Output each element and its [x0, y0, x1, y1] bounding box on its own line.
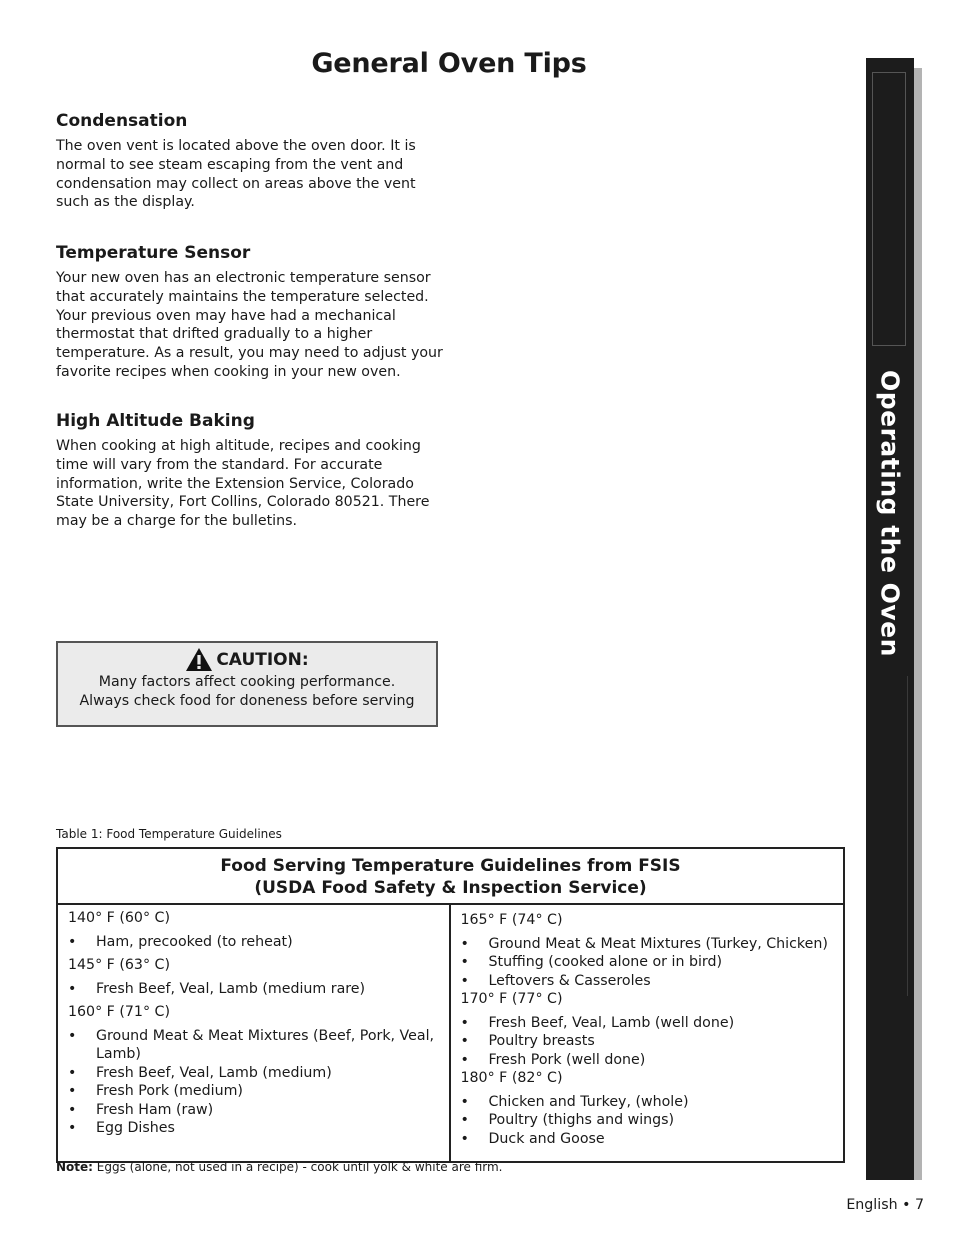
section-heading: Temperature Sensor: [56, 243, 251, 263]
list-item: • Ground Meat & Meat Mixtures (Turkey, Chicken): [461, 935, 834, 954]
list-item: • Fresh Pork (well done): [461, 1051, 834, 1070]
section-temperature-sensor: [56, 243, 446, 382]
section-heading: High Altitude Baking: [56, 411, 255, 431]
table-column-right: [451, 905, 844, 1161]
list-item: • Fresh Ham (raw): [68, 1101, 439, 1120]
list-item: • Fresh Beef, Veal, Lamb (medium rare): [68, 980, 439, 999]
table-header-line-2: (USDA Food Safety & Inspection Service): [254, 878, 647, 898]
list-item: • Fresh Beef, Veal, Lamb (well done): [461, 1014, 834, 1033]
caution-line-2: Always check food for doneness before serving: [79, 693, 415, 709]
food-list: [461, 1093, 834, 1149]
food-list: [461, 935, 834, 991]
page-title: General Oven Tips: [311, 48, 587, 79]
temperature-label: 140° F (60° C): [68, 910, 170, 926]
list-item: • Duck and Goose: [461, 1130, 834, 1149]
list-item: • Stuffing (cooked alone or in bird): [461, 953, 834, 972]
section-body: The oven vent is located above the oven door. It is normal to see steam escaping from the vent and condensation may collect on areas above the vent such as the display.: [56, 138, 416, 211]
section-heading: Condensation: [56, 111, 188, 131]
temperature-label: 160° F (71° C): [68, 1004, 170, 1020]
table-header-line-1: Food Serving Temperature Guidelines from FSIS: [220, 856, 681, 876]
section-condensation: [56, 111, 446, 212]
table-column-left: [58, 905, 451, 1161]
food-list: [461, 1014, 834, 1070]
temperature-label: 180° F (82° C): [460, 1070, 563, 1086]
food-temperature-table: [56, 847, 845, 1163]
food-list: [68, 1027, 439, 1138]
list-item: • Poultry (thighs and wings): [461, 1111, 834, 1130]
caution-box: [56, 641, 438, 727]
side-tab-divider: [907, 676, 908, 996]
note-label: Note:: [56, 1160, 93, 1174]
caution-heading: [58, 647, 436, 672]
note-text: Eggs (alone, not used in a recipe) - cook until yolk & white are firm.: [92, 1160, 503, 1174]
section-high-altitude-baking: [56, 411, 446, 531]
list-item: • Fresh Pork (medium): [68, 1082, 439, 1101]
list-item: • Leftovers & Casseroles: [461, 972, 834, 991]
warning-triangle-icon: [185, 647, 213, 672]
section-body: Your new oven has an electronic temperature sensor that accurately maintains the temperature selected. Your previous oven may have had a mechanical thermostat that drifted gradually to a higher temperature. As a result, you may need to adjust your favorite recipes when cooking in your new oven.: [56, 270, 443, 380]
caution-title: CAUTION:: [216, 649, 309, 670]
list-item: • Fresh Beef, Veal, Lamb (medium): [68, 1064, 439, 1083]
table-header: [58, 849, 843, 905]
list-item: • Ground Meat & Meat Mixtures (Beef, Pork, Veal, Lamb): [68, 1027, 439, 1064]
page-footer: English • 7: [846, 1197, 924, 1213]
section-body: When cooking at high altitude, recipes and cooking time will vary from the standard. For accurate information, write the Extension Service, Colorado State University, Fort Collins, Colorado 80521. There may be a charge for the bulletins.: [56, 438, 430, 530]
temperature-label: 145° F (63° C): [68, 957, 170, 973]
side-tab-label: Operating the Oven: [875, 369, 905, 657]
temperature-label: 170° F (77° C): [460, 991, 563, 1007]
list-item: • Chicken and Turkey, (whole): [461, 1093, 834, 1112]
list-item: • Poultry breasts: [461, 1032, 834, 1051]
side-tab-frame: [872, 72, 906, 346]
list-item: • Egg Dishes: [68, 1119, 439, 1138]
food-list: [68, 980, 439, 999]
caution-line-1: Many factors affect cooking performance.: [98, 674, 396, 690]
side-tab-label-wrap: [866, 340, 914, 686]
table-note: [56, 1160, 503, 1174]
temperature-label: 165° F (74° C): [460, 912, 563, 928]
food-list: [68, 933, 439, 952]
list-item: • Ham, precooked (to reheat): [68, 933, 439, 952]
table-caption: Table 1: Food Temperature Guidelines: [56, 827, 282, 841]
